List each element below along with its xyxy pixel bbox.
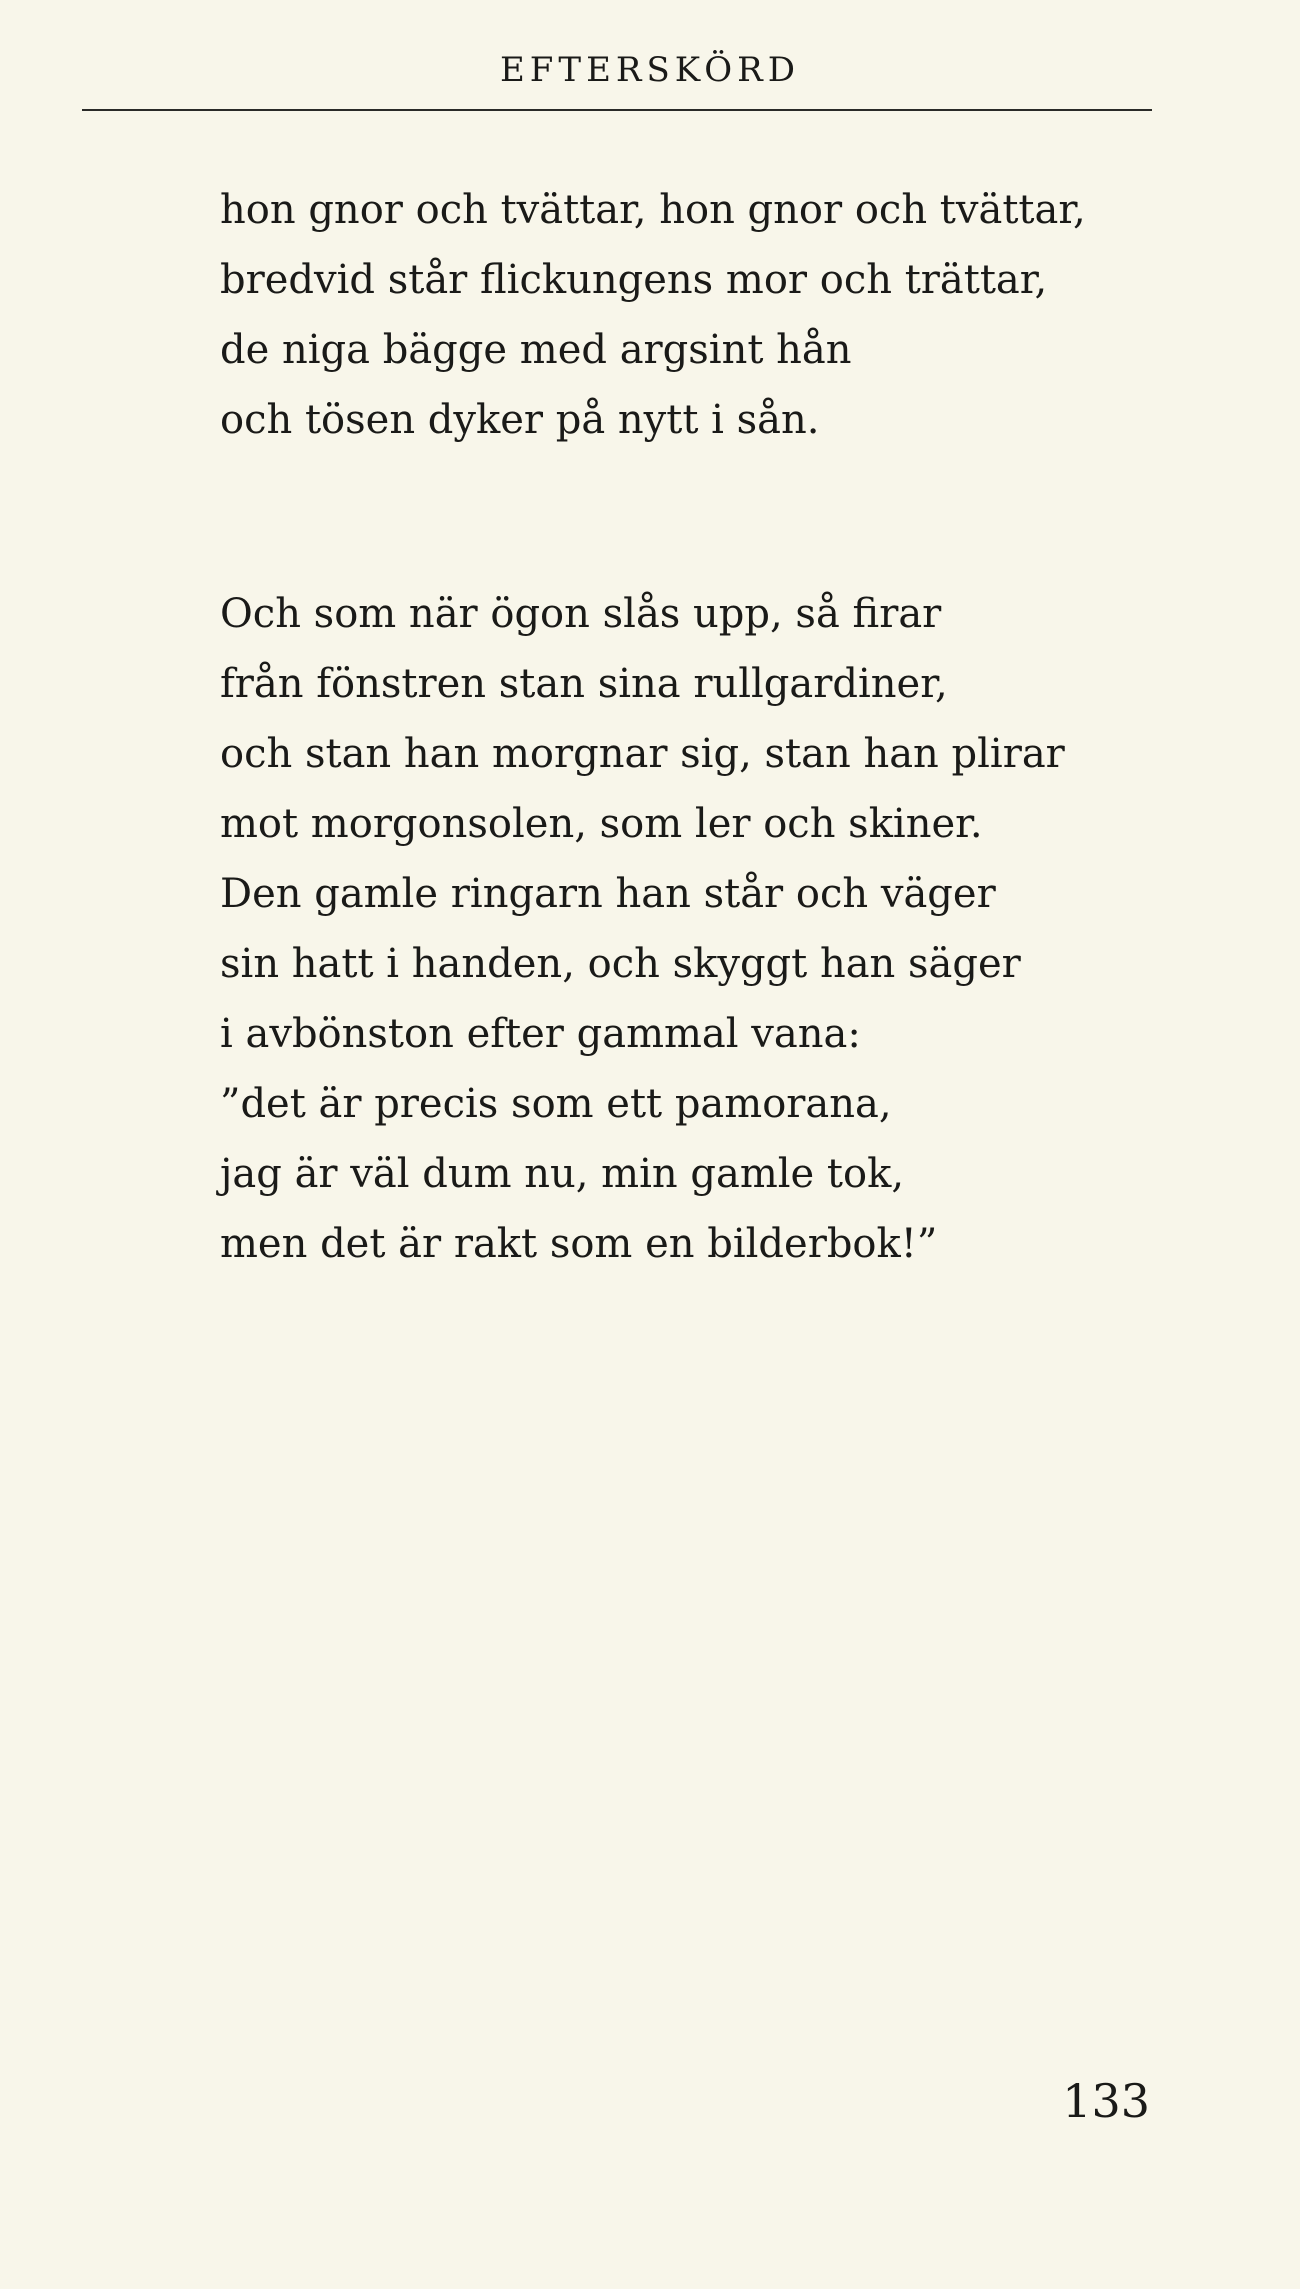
- running-head: EFTERSKÖRD: [499, 50, 801, 90]
- poem-line: i avbönston efter gammal vana:: [220, 1011, 861, 1057]
- poem-line: ”det är precis som ett pamorana,: [220, 1081, 892, 1127]
- page-number: 133: [1062, 2074, 1150, 2128]
- header-rule: [82, 109, 1152, 111]
- poem-line: Och som när ögon slås upp, så firar: [220, 591, 942, 637]
- poem-line: men det är rakt som en bilderbok!”: [220, 1221, 938, 1267]
- poem-line: mot morgonsolen, som ler och skiner.: [220, 801, 983, 847]
- stanza-2: [220, 579, 1065, 1279]
- poem-line: och tösen dyker på nytt i sån.: [220, 397, 820, 443]
- poem-line: bredvid står flickungens mor och trättar,: [220, 257, 1048, 303]
- poem-line: från fönstren stan sina rullgardiner,: [220, 661, 948, 707]
- poem-line: jag är väl dum nu, min gamle tok,: [220, 1151, 905, 1197]
- poem-line: och stan han morgnar sig, stan han plirar: [220, 731, 1065, 777]
- poem-line: sin hatt i handen, och skyggt han säger: [220, 941, 1021, 987]
- poem-line: Den gamle ringarn han står och väger: [220, 871, 996, 917]
- stanza-1: [220, 175, 1086, 455]
- poem-line: hon gnor och tvättar, hon gnor och tvättar,: [220, 187, 1086, 233]
- poem-line: de niga bägge med argsint hån: [220, 327, 852, 373]
